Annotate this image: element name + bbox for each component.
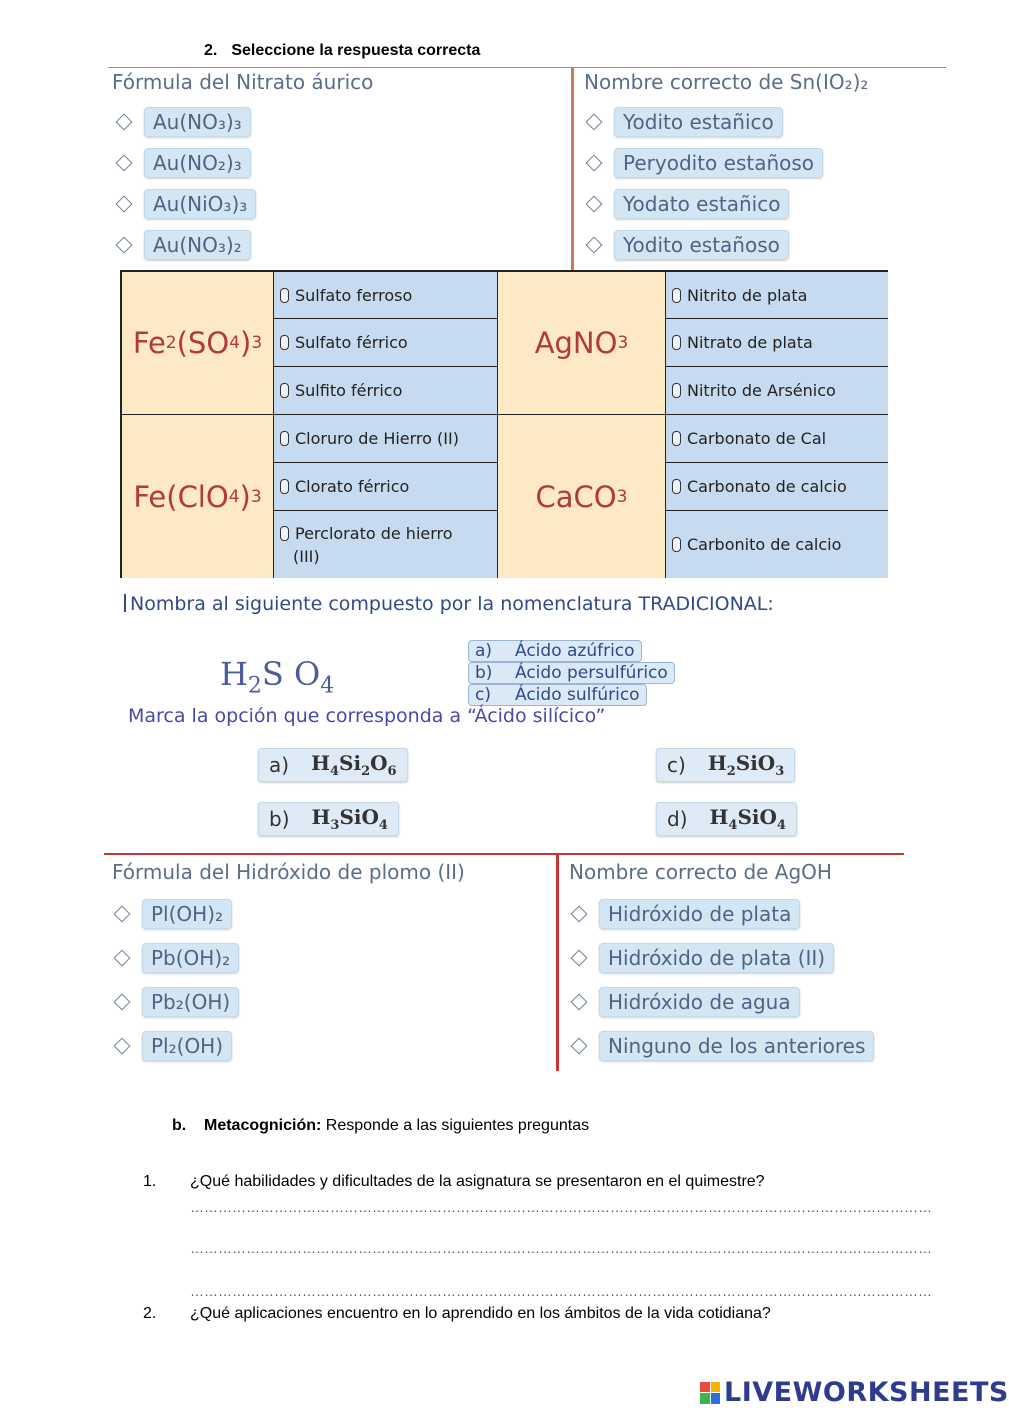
nitrato-option[interactable]: Au(NiO₃)₃ [112,186,256,222]
tradicional-option-b[interactable]: b) Ácido persulfúrico [468,662,675,684]
formula-fe2so43: Fe 2 (SO 4 ) 3 [122,272,273,414]
question-2-title: 2. Seleccione la respuesta correcta [204,42,481,59]
agoh-option[interactable]: Hidróxido de agua [567,984,874,1020]
tradicional-question: Nombra al siguiente compuesto por la nomenclatura TRADICIONAL: [124,593,774,615]
sn-io2-title: Nombre correcto de Sn(IO₂)₂ [584,70,869,94]
diamond-icon[interactable] [571,950,588,967]
diamond-icon[interactable] [586,114,603,131]
drag-handle-icon[interactable] [280,383,289,398]
diamond-icon[interactable] [586,196,603,213]
answer-perclorato-hierro[interactable]: Perclorato de hierro (III) [273,510,497,578]
hidroxido-plomo-options [110,896,239,1064]
agoh-option[interactable]: Ninguno de los anteriores [567,1028,874,1064]
meta-question-1-num: 1. [143,1173,157,1190]
drag-handle-icon[interactable] [280,288,289,303]
meta-question-2-num: 2. [143,1305,157,1322]
answer-nitrito-plata[interactable]: Nitrito de plata [665,272,888,318]
answer-line-1[interactable]: …………………………………………………………………………………………………………………………………………… [190,1199,932,1215]
diamond-icon[interactable] [586,155,603,172]
nitrato-aurico-title: Fórmula del Nitrato áurico [112,70,374,94]
sn-io2-options [582,104,823,263]
plomo-option[interactable]: Pl(OH)₂ [110,896,239,932]
drag-handle-icon[interactable] [672,479,681,494]
answer-sulfito-ferrico[interactable]: Sulfito férrico [273,366,497,414]
diamond-icon[interactable] [114,950,131,967]
answer-nitrato-plata[interactable]: Nitrato de plata [665,318,888,366]
agoh-option[interactable]: Hidróxido de plata (II) [567,940,874,976]
nitrato-option[interactable]: Au(NO₃)₂ [112,227,256,263]
liveworksheets-logo: LIVEWORKSHEETS [700,1377,1009,1408]
liveworksheets-logo-icon [700,1382,720,1404]
formula-caco3: CaCO 3 [497,414,665,578]
diamond-icon[interactable] [116,155,133,172]
sn-option[interactable]: Yodito estañoso [582,227,823,263]
plomo-option[interactable]: Pb(OH)₂ [110,940,239,976]
tradicional-option-a[interactable]: a) Ácido azúfrico [468,640,642,662]
drag-handle-icon[interactable] [672,288,681,303]
answer-cloruro-hierro[interactable]: Cloruro de Hierro (II) [273,414,497,462]
silicico-option-c[interactable]: c) $H_2SiO_3$ [656,748,795,782]
answer-nitrito-arsenico[interactable]: Nitrito de Arsénico [665,366,888,414]
bottom-divider [104,853,904,855]
bottom-vertical-divider [556,853,559,1071]
top-vertical-divider [571,67,574,270]
drag-handle-icon[interactable] [672,335,681,350]
agoh-option[interactable]: Hidróxido de plata [567,896,874,932]
nitrato-aurico-options [112,104,256,263]
silicico-option-b[interactable]: b) $H_3SiO_4$ [258,802,399,836]
silicico-option-a[interactable]: a) $H_4Si_2O_6$ [258,748,408,782]
nitrato-option[interactable]: Au(NO₂)₃ [112,145,256,181]
formula-agno3: AgNO 3 [497,272,665,414]
nomenclature-table [120,270,888,578]
hidroxido-plomo-title: Fórmula del Hidróxido de plomo (II) [112,860,465,884]
drag-handle-icon[interactable] [672,537,681,552]
silicico-option-d[interactable]: d) $H_4SiO_4$ [656,802,797,836]
silicico-question: Marca la opción que corresponda a “Ácido silícico” [128,705,606,727]
drag-handle-icon[interactable] [280,335,289,350]
drag-handle-icon[interactable] [280,431,289,446]
answer-line-2[interactable]: …………………………………………………………………………………………………………………………………………… [190,1240,932,1256]
drag-handle-icon[interactable] [280,479,289,494]
plomo-option[interactable]: Pb₂(OH) [110,984,239,1020]
metacognicion-heading: b. Metacognición: Responde a las siguientes preguntas [172,1117,590,1134]
meta-question-2: ¿Qué aplicaciones encuentro en lo aprendido en los ámbitos de la vida cotidiana? [190,1305,771,1322]
diamond-icon[interactable] [114,994,131,1011]
drag-handle-icon[interactable] [280,526,289,541]
sn-option[interactable]: Yodito estañico [582,104,823,140]
answer-carbonato-cal[interactable]: Carbonato de Cal [665,414,888,462]
diamond-icon[interactable] [116,114,133,131]
meta-question-1: ¿Qué habilidades y dificultades de la asignatura se presentaron en el quimestre? [190,1173,765,1190]
diamond-icon[interactable] [114,1038,131,1055]
h2so4-formula: $H_2S$ $O_4$ [220,655,335,699]
diamond-icon[interactable] [116,237,133,254]
drag-handle-icon[interactable] [672,383,681,398]
diamond-icon[interactable] [114,906,131,923]
nitrato-option[interactable]: Au(NO₃)₃ [112,104,256,140]
sn-option[interactable]: Peryodito estañoso [582,145,823,181]
diamond-icon[interactable] [116,196,133,213]
answer-sulfato-ferroso[interactable]: Sulfato ferroso [273,272,497,318]
drag-handle-icon[interactable] [672,431,681,446]
diamond-icon[interactable] [571,1038,588,1055]
plomo-option[interactable]: Pl₂(OH) [110,1028,239,1064]
answer-carbonato-calcio[interactable]: Carbonato de calcio [665,462,888,510]
agoh-options [567,896,874,1064]
formula-feclo43: Fe(ClO 4 ) 3 [122,414,273,578]
diamond-icon[interactable] [571,994,588,1011]
answer-sulfato-ferrico[interactable]: Sulfato férrico [273,318,497,366]
top-divider [108,67,946,68]
diamond-icon[interactable] [586,237,603,254]
answer-carbonito-calcio[interactable]: Carbonito de calcio [665,510,888,578]
sn-option[interactable]: Yodato estañico [582,186,823,222]
diamond-icon[interactable] [571,906,588,923]
answer-line-3[interactable]: …………………………………………………………………………………………………………………………………………… [190,1283,932,1299]
answer-clorato-ferrico[interactable]: Clorato férrico [273,462,497,510]
tradicional-option-c[interactable]: c) Ácido sulfúrico [468,684,647,706]
agoh-title: Nombre correcto de AgOH [569,860,832,884]
